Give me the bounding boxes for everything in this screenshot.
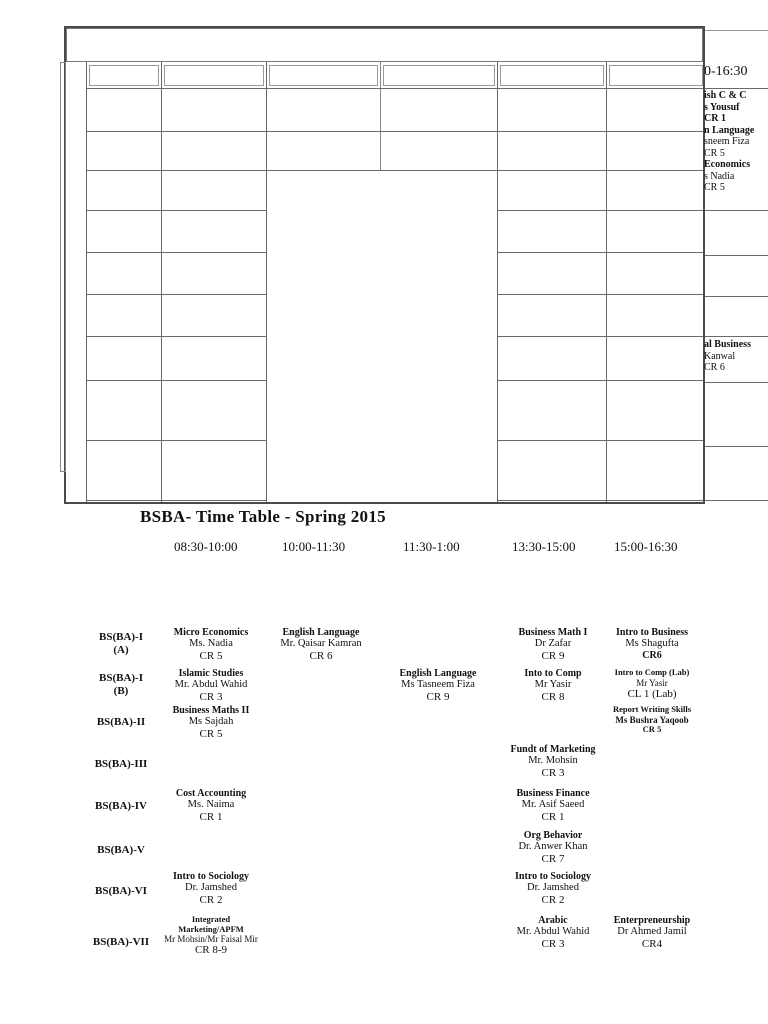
subject-name: Intro to Sociology [515, 871, 591, 882]
clipped-line: s Nadia [704, 170, 735, 182]
clipped-line: ish C & C [704, 90, 747, 101]
class-cell [501, 915, 605, 950]
clipped-line: n Language [704, 124, 755, 136]
teacher-name: Dr. Jamshed [185, 882, 237, 894]
time-slot-4: 13:30-15:00 [512, 539, 576, 554]
row-label: BS(BA)-VI [95, 885, 147, 897]
subject-name: Islamic Studies [178, 668, 244, 679]
page-title: BSBA- Time Table - Spring 2015 [140, 507, 386, 526]
clipped-text-top [704, 90, 768, 208]
room-number: CR 1 [199, 810, 223, 823]
subject-name: Intro to Comp (Lab) [614, 667, 690, 677]
row-label: BS(BA)-I (A) [98, 631, 143, 656]
class-cell [159, 627, 263, 662]
row-label: BS(BA)-III [94, 758, 148, 770]
row-label: BS(BA)-IV [95, 800, 147, 812]
room-number: CR 3 [199, 690, 223, 703]
teacher-name: Ms. Naima [187, 799, 235, 811]
teacher-name: Mr. Abdul Wahid [516, 926, 590, 938]
teacher-name: Mr. Asif Saeed [521, 799, 585, 811]
class-cell [501, 830, 605, 865]
row-label: BS(BA)-II [96, 716, 146, 728]
subject-name: Integrated Marketing/APFM [178, 914, 244, 934]
class-cell [159, 668, 263, 703]
room-number: CR 9 [426, 690, 450, 703]
clipped-text-bottom [704, 339, 768, 381]
class-cell [501, 788, 605, 823]
time-slot-5: 15:00-16:30 [614, 539, 678, 554]
teacher-name: Dr Zafar [534, 638, 572, 650]
room-number: CR 5 [199, 727, 223, 740]
row-label: BS(BA)-I (B) [98, 672, 143, 697]
teacher-name: Dr Ahmed Jamil [617, 926, 687, 938]
subject-name: Fundt of Marketing [510, 744, 596, 755]
subject-name: Intro to Business [615, 627, 689, 638]
class-cell [159, 705, 263, 740]
teacher-name: Mr Mohsin/Mr Faisal Mir [164, 934, 258, 945]
subject-name: Cost Accounting [175, 788, 247, 799]
subject-name: Report Writing Skills [612, 704, 692, 714]
time-slot-3: 11:30-1:00 [403, 539, 460, 554]
room-number: CR 8-9 [194, 944, 228, 957]
subject-name: Intro to Sociology [173, 871, 249, 882]
room-number: CR6 [642, 649, 662, 661]
clipped-line: CR 1 [704, 113, 726, 124]
time-slot-1: 08:30-10:00 [174, 539, 238, 554]
class-cell [386, 668, 490, 703]
subject-name: Into to Comp [524, 668, 582, 679]
subject-name: Micro Economics [173, 627, 249, 638]
class-cell [265, 627, 377, 662]
teacher-name: Ms Sajdah [188, 716, 234, 728]
teacher-name: Mr. Qaisar Kamran [280, 638, 362, 650]
room-number: CR 2 [199, 893, 223, 906]
room-number: CR 1 [541, 810, 565, 823]
class-cell [159, 871, 263, 906]
teacher-name: Ms. Nadia [189, 638, 233, 650]
subject-name: Arabic [538, 915, 568, 926]
room-number: CR 3 [541, 937, 565, 950]
room-number: CR 5 [199, 649, 223, 662]
subject-name: English Language [399, 668, 477, 679]
class-cell [602, 915, 702, 950]
class-cell [501, 744, 605, 779]
teacher-name: Mr. Mohsin [528, 755, 578, 767]
clipped-line: Economics [704, 159, 751, 170]
teacher-name: Mr Yasir [636, 677, 668, 688]
class-cell [602, 668, 702, 700]
class-cell [501, 668, 605, 703]
row-label: BS(BA)-VII [92, 936, 150, 948]
class-cell [159, 788, 263, 823]
row-label: BS(BA)-V [97, 844, 145, 856]
subject-name: Business Maths II [172, 705, 250, 716]
teacher-name: Ms Shagufta [625, 638, 679, 650]
subject-name: English Language [282, 627, 360, 638]
subject-name: Org Behavior [523, 830, 583, 841]
teacher-name: Mr. Abdul Wahid [174, 679, 248, 691]
class-cell [501, 627, 605, 662]
clipped-line: al Business [704, 339, 751, 350]
teacher-name: Ms Tasneem Fiza [401, 679, 475, 691]
subject-name: Enterpreneurship [613, 915, 691, 926]
room-number: CR 3 [541, 766, 565, 779]
clipped-time-header: 0-16:30 [704, 64, 748, 79]
clipped-line: Kanwal [704, 350, 736, 362]
room-number: CL 1 (Lab) [627, 687, 677, 700]
room-number: CR 8 [541, 690, 565, 703]
clipped-line: s Yousuf [704, 101, 740, 113]
clipped-line: CR 6 [704, 362, 725, 373]
clipped-line: sneem Fiza [704, 136, 750, 147]
room-number: CR 6 [309, 649, 333, 662]
teacher-name: Ms Bushra Yaqoob [615, 714, 689, 725]
class-cell [159, 915, 263, 956]
room-number: CR 7 [541, 852, 565, 865]
class-cell [501, 871, 605, 906]
room-number: CR 2 [541, 893, 565, 906]
subject-name: Business Finance [516, 788, 590, 799]
room-number: CR 9 [541, 649, 565, 662]
time-slot-2: 10:00-11:30 [282, 539, 346, 554]
teacher-name: Dr. Anwer Khan [518, 841, 588, 853]
room-number: CR 5 [642, 723, 662, 734]
room-number: CR4 [641, 937, 663, 950]
teacher-name: Dr. Jamshed [527, 882, 579, 894]
teacher-name: Mr Yasir [534, 679, 572, 691]
class-cell [602, 705, 702, 734]
clipped-line: CR 5 [704, 147, 725, 159]
class-cell [602, 627, 702, 661]
clipped-line: CR 5 [704, 182, 725, 193]
subject-name: Business Math I [518, 627, 588, 638]
